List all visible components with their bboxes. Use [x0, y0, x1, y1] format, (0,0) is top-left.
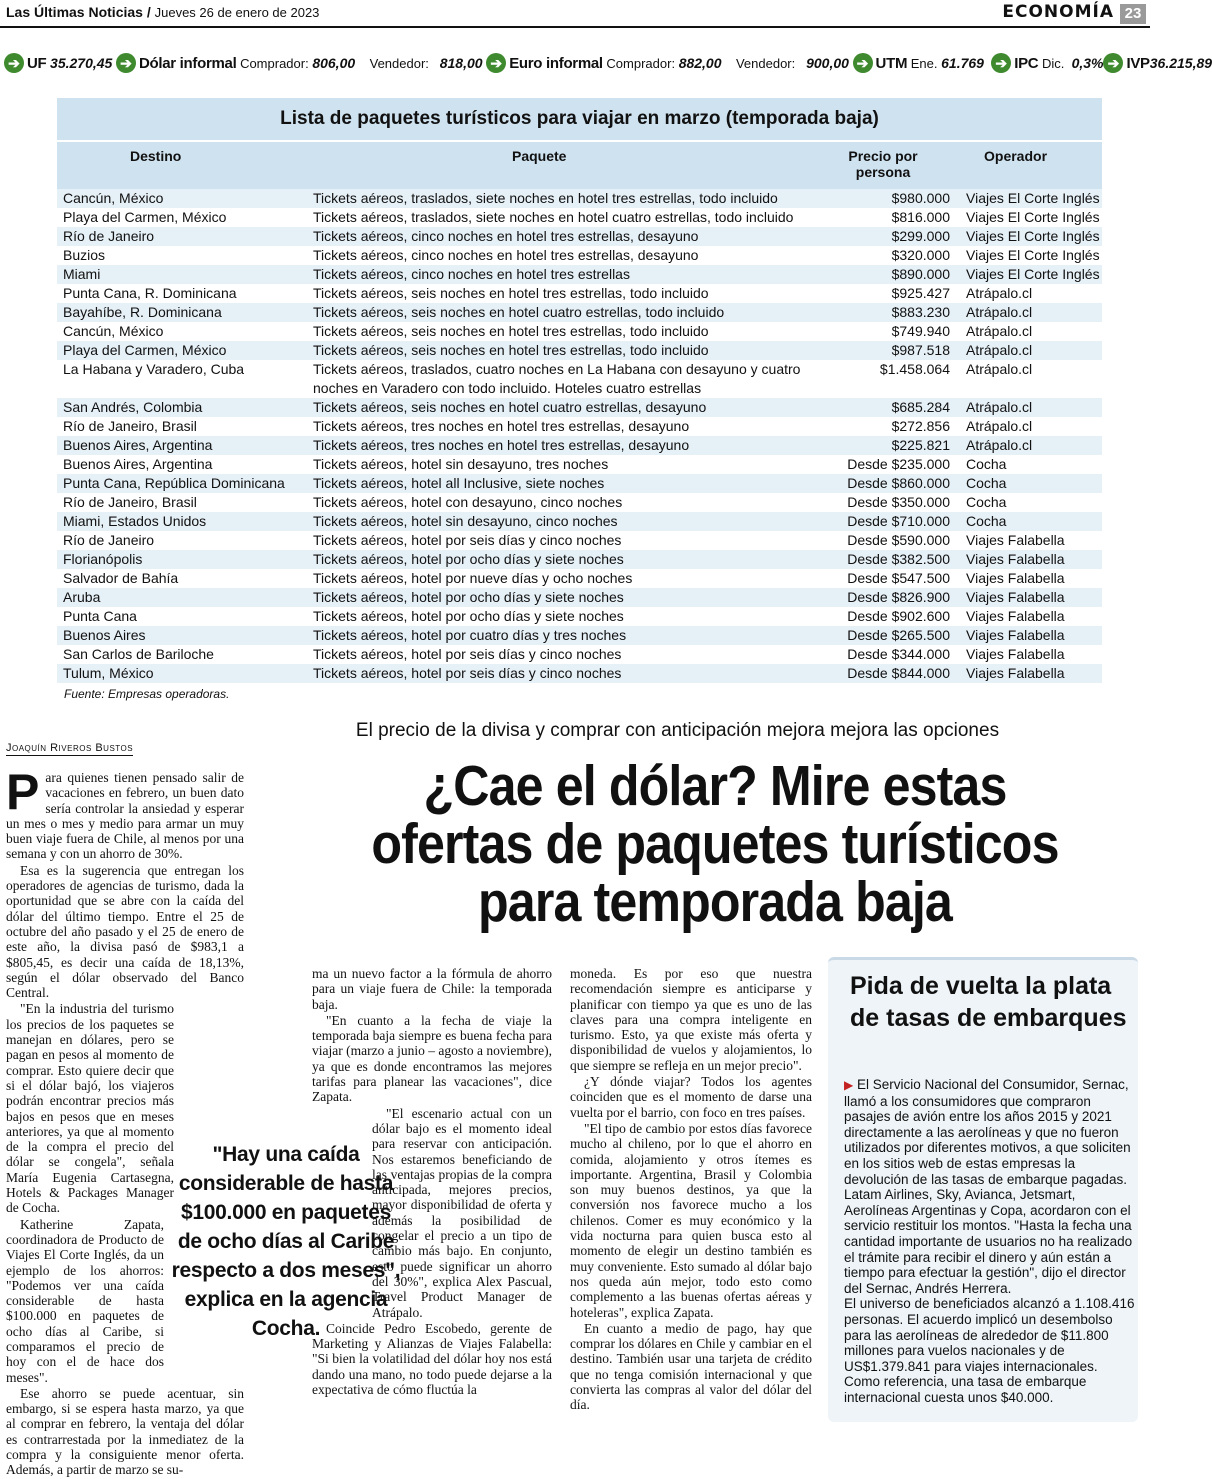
- publication-header: [6, 4, 319, 20]
- cell-precio: $272.856: [891, 418, 950, 434]
- packages-table-body: [57, 189, 1102, 683]
- cell-paquete: Tickets aéreos, hotel por ocho días y siete noches: [307, 550, 817, 569]
- economic-indicators-bar: [4, 53, 1212, 73]
- cell-precio: Desde $710.000: [817, 512, 960, 531]
- cell-operador: Atrápalo.cl: [966, 285, 1033, 301]
- cell-paquete: Tickets aéreos, cinco noches en hotel tres estrellas, desayuno: [313, 247, 699, 263]
- table-row: [57, 474, 1102, 493]
- table-row: [57, 645, 1102, 664]
- sidebar-text: [844, 1077, 1136, 1405]
- cell-precio: Desde $350.000: [847, 494, 950, 510]
- byline: Joaquín Riveros Bustos: [6, 742, 134, 754]
- table-row: [57, 322, 1102, 341]
- cell-precio: Desde $382.500: [817, 550, 960, 569]
- table-row: [57, 360, 1102, 398]
- cell-precio: $980.000: [817, 189, 960, 208]
- cell-precio: $320.000: [891, 247, 950, 263]
- ivp-label: IVP: [1126, 54, 1150, 72]
- cell-destino: Miami: [57, 265, 307, 284]
- sidebar-paragraph: [844, 1077, 1136, 1296]
- cell-paquete: Tickets aéreos, hotel por seis días y cinco noches: [313, 646, 622, 662]
- paragraph: En cuanto a medio de pago, hay que comprar los dólares en Chile y cambiar en el destino. También usar una tarjeta de crédito que no tenga comisión internacional y que convierta las compras al valor del dólar del día.: [570, 1320, 812, 1413]
- paragraph: "El tipo de cambio por estos días favorece mucho al chileno, por lo que el ahorro en comida, alojamiento y otros ítemes es importante. Argentina, Brasil y Colombia son muy buenos destinos, ya que la conversión nos favorece mucho a los chilenos. Comer es muy económico y la vida nocturna para quien busca esto al momento de elegir un destino también es muy conveniente. Esto sumado al dólar bajo nos queda aún mejor, todo esto como complemento a las buenas ofertas aéreas y hoteleras", explica Zapata.: [570, 1120, 812, 1320]
- paragraph: ¿Y dónde viajar? Todos los agentes coinciden que es el momento de darse una vuelta por el barrio, con foco en tres países.: [570, 1074, 812, 1120]
- cell-destino: Florianópolis: [57, 550, 307, 569]
- cell-precio: Desde $860.000: [817, 474, 960, 493]
- publication-name: Las Últimas Noticias: [6, 4, 143, 20]
- header-rule: [0, 26, 1150, 28]
- paragraph: [6, 764, 244, 862]
- cell-operador: Viajes Falabella: [960, 588, 1102, 607]
- table-row: [57, 417, 1102, 436]
- cell-paquete: Tickets aéreos, hotel por ocho días y siete noches: [307, 588, 817, 607]
- cell-operador: Viajes El Corte Inglés: [960, 227, 1102, 246]
- cell-precio: $1.458.064: [879, 361, 950, 377]
- cell-paquete: Tickets aéreos, cinco noches en hotel tres estrellas: [307, 265, 817, 284]
- cell-operador: Cocha: [960, 512, 1102, 531]
- cell-precio: Desde $547.500: [847, 570, 950, 586]
- utm-month: Ene.: [910, 55, 938, 71]
- table-row: [57, 607, 1102, 626]
- table-row: [57, 227, 1102, 246]
- cell-operador: Viajes Falabella: [966, 608, 1065, 624]
- uf-label: UF: [27, 54, 47, 72]
- cell-destino: Punta Cana, República Dominicana: [57, 474, 307, 493]
- cell-operador: Viajes El Corte Inglés: [966, 209, 1100, 225]
- paragraph: "En cuanto a la fecha de viaje la temporada baja siempre es buena fecha para viajar (marzo a junio – agosto a noviembre), ya que es donde encontramos las mejores tarifas para planear las vacaciones", dice Zapata.: [312, 1012, 552, 1105]
- table-row: [57, 208, 1102, 227]
- table-row: [57, 512, 1102, 531]
- table-row: [57, 455, 1102, 474]
- cell-destino: Cancún, México: [57, 189, 307, 208]
- cell-paquete: Tickets aéreos, traslados, siete noches en hotel cuatro estrellas, todo incluido: [313, 209, 794, 225]
- cell-operador: Cocha: [960, 474, 1102, 493]
- cell-destino: Río de Janeiro, Brasil: [63, 494, 197, 510]
- cell-paquete: Tickets aéreos, traslados, cuatro noches en La Habana con desayuno y cuatro noches en Varadero con todo incluido. Hoteles cuatro estrellas: [313, 361, 801, 396]
- cell-precio: $925.427: [891, 285, 950, 301]
- ipc-label: IPC: [1014, 54, 1039, 72]
- euro-label: Euro informal: [509, 54, 603, 72]
- cell-paquete: Tickets aéreos, seis noches en hotel tres estrellas, todo incluido: [313, 285, 709, 301]
- cell-destino: Río de Janeiro: [57, 227, 307, 246]
- header-precio-line2: persona: [855, 164, 911, 180]
- cell-destino: Playa del Carmen, México: [57, 341, 307, 360]
- table-row: [57, 569, 1102, 588]
- cell-precio: Desde $826.900: [817, 588, 960, 607]
- cell-precio: $883.230: [817, 303, 960, 322]
- article-column-3: [570, 966, 812, 1414]
- cell-operador: Viajes Falabella: [966, 570, 1065, 586]
- article-column-1: [6, 764, 244, 1479]
- packages-table: [57, 98, 1102, 686]
- cell-operador: Atrápalo.cl: [960, 341, 1102, 360]
- cell-destino: Río de Janeiro: [63, 532, 155, 548]
- cell-destino: Punta Cana: [63, 608, 137, 624]
- table-row: [57, 626, 1102, 645]
- dolar-label: Dólar informal: [138, 54, 237, 72]
- cell-operador: Viajes Falabella: [966, 532, 1065, 548]
- header-separator: /: [146, 4, 151, 20]
- euro-sell-value: 900,00: [806, 55, 849, 71]
- cell-paquete: Tickets aéreos, seis noches en hotel cuatro estrellas, desayuno: [307, 398, 817, 417]
- section-name: ECONOMÍA: [1002, 2, 1114, 22]
- table-row: [57, 398, 1102, 417]
- cell-destino: San Carlos de Bariloche: [63, 646, 214, 662]
- sidebar-paragraph-text: El Servicio Nacional del Consumidor, Sernac, llamó a los consumidores que compraron pasajes de avión entre los años 2015 y 2021 directamente a las aerolíneas y que no fueron utilizados por diferentes motivos, a que soliciten en los sitios web de estas empresas la devolución de las tasas de embarque pagadas. Latam Airlines, Sky, Avianca, Jetsmart, Aerolíneas Argentinas y Copa, acordaron con el servicio restituir los montos. "Hasta la fecha una cantidad importante de usuarios no ha realizado el trámite para recibir el dinero y aún están a tiempo para efectuar la gestión", dijo el director del Sernac, Andrés Herrera.: [844, 1077, 1133, 1296]
- cell-operador: Atrápalo.cl: [960, 303, 1102, 322]
- triangle-bullet-icon: ▶: [844, 1078, 854, 1092]
- cell-paquete: Tickets aéreos, traslados, siete noches en hotel tres estrellas, todo incluido: [307, 189, 817, 208]
- arrow-right-icon: ➔: [853, 53, 873, 73]
- utm-label: UTM: [875, 54, 908, 72]
- cell-operador: Viajes Falabella: [966, 646, 1065, 662]
- cell-destino: Cancún, México: [63, 323, 164, 339]
- cell-paquete: Tickets aéreos, tres noches en hotel tres estrellas, desayuno: [307, 436, 817, 455]
- cell-precio: $299.000: [817, 227, 960, 246]
- drop-cap: P: [6, 764, 40, 820]
- cell-destino: La Habana y Varadero, Cuba: [63, 361, 245, 377]
- cell-destino: Aruba: [57, 588, 307, 607]
- cell-operador: Viajes El Corte Inglés: [966, 247, 1100, 263]
- ipc-month: Dic.: [1041, 55, 1065, 71]
- cell-operador: Viajes El Corte Inglés: [960, 189, 1102, 208]
- cell-operador: Atrápalo.cl: [966, 361, 1033, 377]
- euro-sell-label: Vendedor:: [735, 55, 796, 71]
- table-row: [57, 246, 1102, 265]
- table-row: [57, 550, 1102, 569]
- cell-paquete: Tickets aéreos, hotel por nueve días y ocho noches: [313, 570, 633, 586]
- paragraph: moneda. Es por eso que nuestra recomendación siempre es anticiparse y planificar con tiempo ya que es uno de las claves para una compra inteligente en turismo. Esto, ya que existe más oferta y disponibilidad de vuelos y alojamientos, lo que siempre se refleja en un mejor precio".: [570, 966, 812, 1073]
- sidebar-paragraph: El universo de beneficiados alcanzó a 1.108.416 personas. El acuerdo implicó un desembolso para las aerolíneas de alrededor de $11.800 millones para vuelos nacionales y de US$1.379.841 para viajes internacionales. Como referencia, una tasa de embarque internacional cuesta unos $40.000.: [844, 1296, 1135, 1405]
- cell-operador: Cocha: [966, 456, 1007, 472]
- cell-destino: Tulum, México: [57, 664, 307, 683]
- paragraph: Coincide Pedro Escobedo, gerente de Marketing y Alianzas de Viajes Falabella: "Si bien la volatilidad del dólar hoy nos está dando una mano, no todo puede dejarse a la expectativa de cómo fluctúa la: [312, 1320, 552, 1398]
- cell-operador: Viajes Falabella: [960, 664, 1102, 683]
- kicker: El precio de la divisa y comprar con anticipación mejora mejora las opciones: [355, 720, 1000, 741]
- uf-value: 35.270,45: [50, 55, 113, 71]
- cell-destino: Buenos Aires, Argentina: [63, 456, 213, 472]
- cell-destino: Buenos Aires: [57, 626, 307, 645]
- paragraph: ma un nuevo factor a la fórmula de ahorro para un viaje fuera de Chile: la temporada baja.: [312, 966, 552, 1012]
- header-operador: Operador: [984, 148, 1048, 164]
- cell-paquete: Tickets aéreos, tres noches en hotel tres estrellas, desayuno: [313, 418, 690, 434]
- cell-precio: Desde $844.000: [817, 664, 960, 683]
- header-precio-line1: Precio por: [848, 148, 918, 164]
- cell-precio: Desde $344.000: [847, 646, 950, 662]
- cell-destino: Punta Cana, R. Dominicana: [63, 285, 237, 301]
- table-row: [57, 341, 1102, 360]
- table-row: [57, 265, 1102, 284]
- table-source: Fuente: Empresas operadoras.: [64, 687, 230, 701]
- cell-destino: Playa del Carmen, México: [63, 209, 227, 225]
- paragraph: Ese ahorro se puede acentuar, sin embargo, si se espera hasta marzo, ya que al comprar en febrero, la ventaja del dólar es contrarrestada por la inmediatez de la compra y la consiguiente menor oferta. Además, a partir de marzo se su-: [6, 1385, 244, 1478]
- dolar-sell-label: Vendedor:: [369, 55, 429, 71]
- cell-paquete: Tickets aéreos, hotel sin desayuno, tres noches: [313, 456, 609, 472]
- table-row: [57, 436, 1102, 455]
- table-row: [57, 303, 1102, 322]
- table-title: Lista de paquetes turísticos para viajar en marzo (temporada baja): [57, 98, 1102, 140]
- cell-precio: $816.000: [891, 209, 950, 225]
- table-row: [57, 189, 1102, 208]
- cell-operador: Viajes Falabella: [960, 550, 1102, 569]
- cell-operador: Atrápalo.cl: [960, 398, 1102, 417]
- ivp-value: 36.215,89: [1149, 55, 1212, 71]
- table-header: [57, 140, 1102, 189]
- cell-paquete: Tickets aéreos, cinco noches en hotel tres estrellas, desayuno: [307, 227, 817, 246]
- cell-precio: Desde $902.600: [847, 608, 950, 624]
- cell-paquete: Tickets aéreos, seis noches en hotel cuatro estrellas, todo incluido: [307, 303, 817, 322]
- cell-destino: Buenos Aires, Argentina: [57, 436, 307, 455]
- cell-paquete: Tickets aéreos, hotel por seis días y cinco noches: [307, 664, 817, 683]
- cell-precio: $749.940: [891, 323, 950, 339]
- table-row: [57, 664, 1102, 683]
- cell-destino: Salvador de Bahía: [63, 570, 179, 586]
- paragraph: Esa es la sugerencia que entregan los operadores de agencias de turismo, dada la oportunidad que se abre con la caída del dólar del último tiempo. Entre el 25 de octubre del año pasado y el 25 de enero de este año, la divisa pasó de $983,1 a $805,45, es decir una caída de 18,13%, según el dólar observado del Banco Central.: [6, 862, 244, 1001]
- paragraph: Katherine Zapata, coordinadora de Producto de Viajes El Corte Inglés, da un ejemplo de los ahorros: "Podemos ver una caída considerable de hasta $100.000 en paquetes de ocho días al Caribe, si comparamos el precio de hoy con el de hace dos meses".: [6, 1216, 164, 1385]
- header-paquete: Paquete: [512, 148, 567, 164]
- cell-precio: $890.000: [817, 265, 960, 284]
- sidebar-title: Pida de vuelta la plata de tasas de embarques: [850, 972, 1127, 1032]
- arrow-right-icon: ➔: [116, 53, 136, 73]
- paragraph: "El escenario actual con un dólar bajo es el momento ideal para reservar con anticipación. Nos estaremos beneficiando de las ventajas propias de la compra anticipada, mejores precios, mayor disponibilidad de oferta y además la posibilidad de congelar el precio a un tipo de cambio más bajo. En conjunto, esto puede significar un ahorro del 30%", explica Alex Pascual, Travel Product Manager de Atrápalo.: [372, 1105, 552, 1320]
- cell-operador: Viajes Falabella: [960, 626, 1102, 645]
- cell-destino: Río de Janeiro, Brasil: [63, 418, 197, 434]
- cell-operador: Viajes El Corte Inglés: [960, 265, 1102, 284]
- header-destino: Destino: [130, 148, 182, 164]
- sidebar-box: [828, 957, 1138, 1422]
- arrow-right-icon: ➔: [4, 53, 24, 73]
- cell-paquete: Tickets aéreos, hotel por ocho días y siete noches: [313, 608, 624, 624]
- cell-paquete: Tickets aéreos, hotel sin desayuno, cinco noches: [307, 512, 817, 531]
- cell-precio: Desde $590.000: [847, 532, 950, 548]
- cell-destino: San Andrés, Colombia: [57, 398, 307, 417]
- cell-paquete: Tickets aéreos, hotel por seis días y cinco noches: [313, 532, 622, 548]
- cell-precio: $685.284: [817, 398, 960, 417]
- page-number: 23: [1120, 4, 1146, 24]
- table-row: [57, 588, 1102, 607]
- dolar-buy-label: Comprador:: [240, 55, 309, 71]
- dolar-sell-value: 818,00: [439, 55, 483, 71]
- cell-paquete: Tickets aéreos, hotel all Inclusive, siete noches: [307, 474, 817, 493]
- arrow-right-icon: ➔: [991, 53, 1011, 73]
- cell-operador: Atrápalo.cl: [960, 436, 1102, 455]
- cell-operador: Atrápalo.cl: [966, 323, 1033, 339]
- euro-buy-label: Comprador:: [606, 55, 676, 71]
- cell-paquete: Tickets aéreos, seis noches en hotel tres estrellas, todo incluido: [313, 323, 709, 339]
- pull-quote: "Hay una caída considerable de hasta $100.000 en paquetes de ocho días al Caribe respecto a dos meses", explica en la agencia Cocha.: [171, 1143, 401, 1340]
- cell-precio: $987.518: [817, 341, 960, 360]
- utm-value: 61.769: [941, 55, 984, 71]
- cell-destino: Bayahíbe, R. Dominicana: [57, 303, 307, 322]
- table-row: [57, 531, 1102, 550]
- cell-paquete: Tickets aéreos, seis noches en hotel tres estrellas, todo incluido: [307, 341, 817, 360]
- paragraph: "En la industria del turismo los precios de los paquetes se manejan en dólares, pero se pagan en pesos al momento de comprar. Esto quiere decir que si el dólar bajó, los viajeros podrán encontrar precios más bajos en pesos que en meses anteriores, ya que al momento de la compra el precio del dólar se congela", señala María Eugenia Cartasegna, Hotels & Packages Manager de Cocha.: [6, 1001, 174, 1216]
- cell-precio: Desde $265.500: [817, 626, 960, 645]
- cell-precio: $225.821: [817, 436, 960, 455]
- cell-paquete: Tickets aéreos, hotel con desayuno, cinco noches: [313, 494, 623, 510]
- arrow-right-icon: ➔: [1103, 53, 1123, 73]
- arrow-right-icon: ➔: [486, 53, 506, 73]
- dolar-buy-value: 806,00: [312, 55, 356, 71]
- publication-date: Jueves 26 de enero de 2023: [154, 5, 320, 20]
- cell-operador: Atrápalo.cl: [966, 418, 1033, 434]
- table-row: [57, 493, 1102, 512]
- header-precio: [838, 148, 928, 180]
- ipc-value: 0,3%: [1071, 55, 1104, 71]
- cell-precio: Desde $235.000: [847, 456, 950, 472]
- cell-destino: Miami, Estados Unidos: [57, 512, 307, 531]
- cell-paquete: Tickets aéreos, hotel por cuatro días y tres noches: [307, 626, 817, 645]
- table-row: [57, 284, 1102, 303]
- cell-operador: Cocha: [966, 494, 1007, 510]
- headline: ¿Cae el dólar? Mire estas ofertas de paquetes turísticos para temporada baja: [371, 754, 1059, 934]
- paragraph-text: ara quienes tienen pensado salir de vacaciones en febrero, un buen dato sería controlar la ansiedad y esperar un mes o mes y medio para armar un muy buen viaje fuera de Chile, al menos por una semana y con un ahorro de 30%.: [6, 770, 244, 862]
- cell-destino: Buzios: [63, 247, 106, 263]
- euro-buy-value: 882,00: [678, 55, 722, 71]
